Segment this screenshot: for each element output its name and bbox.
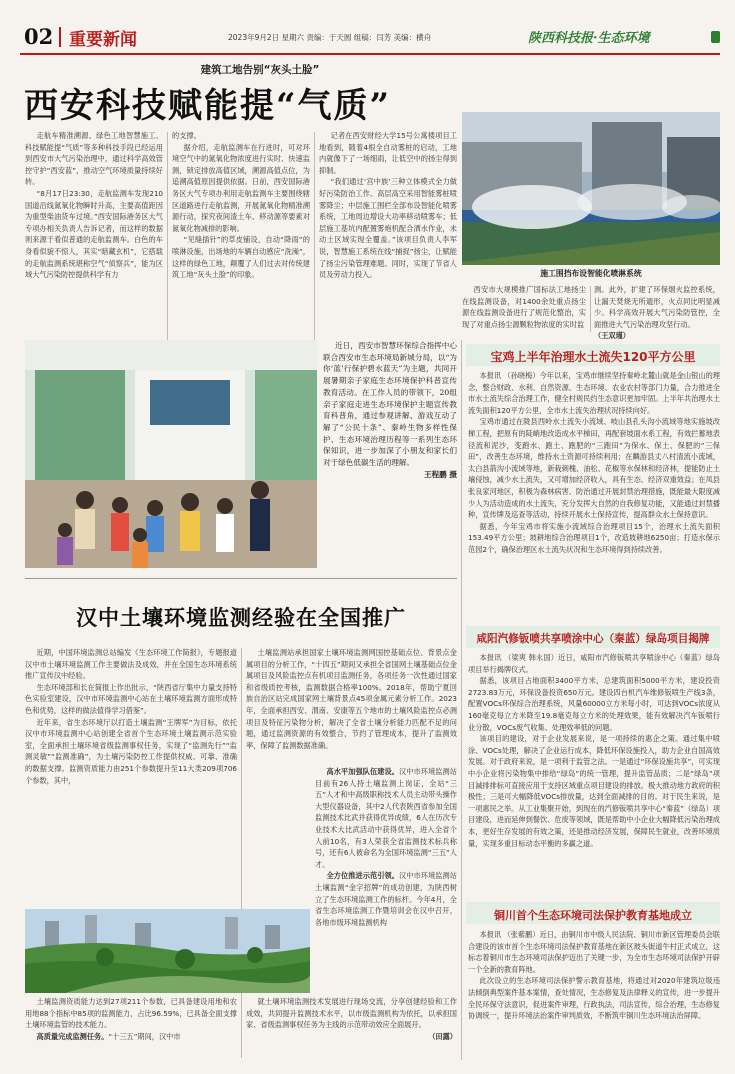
header-rule xyxy=(20,53,720,55)
paragraph: 的支撑。 xyxy=(172,131,201,140)
exhibition-photo xyxy=(25,340,317,568)
paragraph: 走航车精准溯源、绿色工地智慧施工、科技赋能提“气质”等多种科技手段已经运用到西安市大气污染治理中，通过科学高效管控守护“西安蓝”，推动空气环境质量持续好转。 xyxy=(25,131,163,187)
paragraph: 近年来，省生态环境厅以打造土壤监测“王牌军”为目标，依托汉中市环境监测中心站创建全省首个生态环境土壤监测示范实验室，全面承担土壤环境省级监测事权任务，实现了“监测先行”“监测灵敏”“监测准确”，为土壤污染防控工作提供权威、可靠、准确的数据支撑。监测资质能力由251个参数提升至11大类209项706个参数，其中， xyxy=(25,717,237,785)
park-photo xyxy=(25,909,310,993)
article4-headline: 咸阳汽修钣喷共享喷涂中心（秦蓝）绿岛项目揭牌 xyxy=(476,633,710,645)
article1-kicker: 建筑工地告别“灰头土脸” xyxy=(200,64,320,76)
sub-heading: 全方位推进示范引领。 xyxy=(326,871,400,881)
paragraph: 此次设立的生态环境司法保护警示教育基地，将通过对2020年建筑垃圾违法倾倒典型案件基本案情，查处情况，生态修复及法律释义的宣传，进一步提升全民环保守法意识，促进案件审理，行政执法，司法宣传，综合治理，生态修复协调统一，提升环境法治案件审判质效，不断筑牢铜川生态环境法治屏障。 xyxy=(468,976,720,1021)
byline: （王双瑾） xyxy=(594,331,630,341)
paragraph: 宝鸡市通过在陇县西岭水土流失小流域、岐山县孔头沟小流域等地实施坡改梯工程，把原有的陡峭地改造成水平梯田，再配套坡面水系工程，有效拦蓄地表径流和泥沙，变跑水、跑土、跑肥的“三跑田”为保水、保土、保肥的“三保田”，改善生态环境，维持水土资源可持续利用；在麟游县丈八村清流小流域，太白县箭沟小流域等地，新栽刺槐、油松、花椒等水保林和经济林，提能防止土壤侵蚀，减少水土流失，又可增加经济收入，具有生态、经济双重效益；在凤县张良家河地区，积极为森林病害、防治通过开展封禁治理措施，既能最大限度减少人为活动造成的水土流失，充分发挥大自然的自我修复功能，又能通过封禁播种，宣传牌及巡查等活动，持续开展水土保持宣传，提高群众水土保持意识。 xyxy=(468,417,720,520)
article1-headline: 西安科技赋能提“气质” xyxy=(24,86,392,126)
paragraph: 记者在西安财经大学15号公寓楼项目工地看到，随着4根全自动雾桩的启动，工地内就像下了一场细雨，让低空中的扬尘得到抑制。 xyxy=(319,131,457,175)
paragraph: 生态环境部和长在简报上作出批示，“陕西省厅集中力量支持特色实验室建设，汉中市环境监测中心站在土壤环境监测方面形成特色和优势，这样的做法值得学习借鉴”。 xyxy=(25,682,237,715)
paragraph: 就土壤环境监测技术发展进行现场交流，分享创建经验和工作成效，共同提升监测技术水平，以市级监测机构为依托，以承担国家、省级监测事权任务为主线的示范带动效应全面展开。 xyxy=(246,997,457,1030)
section-rule xyxy=(25,578,457,579)
paragraph xyxy=(25,1031,237,1043)
section-title: 重要新闻 xyxy=(69,30,137,50)
column-rule xyxy=(590,286,591,332)
article5-body xyxy=(468,929,720,1059)
paragraph: 据介绍，走航监测车在行进时，可对环境空气中的氮氧化物浓度进行实时、快速监测，锁定排放高值区域，溯源高值点位，为追溯高值原因提供依据。日前，西安国际港务区大气专项办利用走航监测车主要围绕辖区道路进行走航监测，开展氮氧化物精准溯源行动，探究夜间渣土车、移动源等要素对氮氧化物减排的影响。 xyxy=(172,142,310,233)
paragraph xyxy=(315,766,457,870)
paragraph: 该项目的建设，对于企业发展来说，是一项持续的惠企之策。通过集中喷涂、VOCs处理，解决了企业运行成本，降低环保设施投入，助力企业自国高效发展。对于政府来说，是一项利于监管之法。一是通过“环保设施共享”，可实现中小企业将污染物集中排给“绿岛”的统一管理，提升监管品质；二是“绿岛”项目減排排标可直接应用于支持区域重点项目建设的排放。极大推动地方政府的积极性；三是可大幅降低VOCs排放量，达到全面减排的目的。对于民生来说，是一项惠民之举。从工业集聚开始，到现在的汽修钣喷共享中心“秦蓝”（绿岛）项目建设，进而延伸到餐饮、危废等领域，既是帮助中小企业大幅降低污染治理成本，更好生存发展的有效之策，还是推动经济发展，保障民生就业，改善环境质量，实现多重目标动态平衡的多赢之道。 xyxy=(468,734,720,848)
paragraph: 土壤监测资质能力达到27项211个参数，已具备建设用地和农用地88个指标中85项的监测能力，占比96.59%，已具备全面支撑土壤环境监管的技术能力。 xyxy=(25,997,237,1030)
article4-body xyxy=(468,652,720,898)
article2-column-2b xyxy=(315,766,457,927)
paragraph: “见缝插针”的草皮铺设，自动“降雨”的喷淋设施，出场地的车辆自动感应“洗澡”，这样的绿色工地，颠覆了人们过去对传统建筑工地“灰头土脸”的印象。 xyxy=(172,235,310,280)
paragraph: “我们通过‘宫中族’三种立体模式全力做好污染防治工作。高层高空采用智能雾桩喷雾降尘；中层施工围栏全部布设智能化喷雾系统，工地周边增设大功率移动喷雾车；低层施工基坑内配置雾炮机配合洒水作业，未动土区域实现全覆盖。”该项目负责人李军说，智慧施工系统在线“捕捉”扬尘，让赋能了扬尘污染管理难题。同时，实现了节省人员及劳动力投入。 xyxy=(319,177,457,280)
page-number: 02 xyxy=(24,24,54,49)
photo-story-byline: 王程鹏 摄 xyxy=(423,469,457,479)
photo-story-text-block xyxy=(323,340,457,566)
column-rule xyxy=(241,648,242,1058)
article1-column-4 xyxy=(462,284,586,334)
construction-site-photo xyxy=(462,112,720,265)
paragraph: 据悉，今年宝鸡市将实施小流域综合治理项目15个，治理水土流失面积153.49平方公里；坡耕地综合治理项目1个，改造坡耕地6250亩；打造水保示范园2个，确保治理区水土流失状况和生态环境得到持续改善。 xyxy=(468,521,720,554)
article2-column-1-bottom xyxy=(25,996,237,1060)
paragraph: 本报讯 （张紫鹏）近日，由铜川市中级人民法院、铜川市新区管理委员会联合建设的该市首个生态环境司法保护教育基地在新区玻头街道牛村正式成立，这标志着铜川市生态环境司法保护迈出了关键一步，为全市生态环境司法保护开辟一个全新的教育阵地。 xyxy=(468,930,720,974)
paragraph xyxy=(315,870,457,928)
column-rule xyxy=(461,340,462,1060)
paragraph: 据悉，该项目占地面积3400平方米，总建筑面积5000平方米，建设投资2723.83万元，环保设备投资650万元。建设四台机汽车维修钣喷生产线3条，配置VOCs环保综合治理系统，风量60000立方米每小时，可达到VOCs浓度从160毫克每立方米降至19.8毫克每立方米的处理效果，能有效解决汽车钣喷行业分散，VOCs废气收集、处理效率低的问题。 xyxy=(468,676,720,732)
article3-headline: 宝鸡上半年治理水土流失120平方公里 xyxy=(490,350,696,364)
issue-info: 2023年9月2日 星期六 责编：于天圆 组稿：闫芳 美编：横舟 xyxy=(228,33,432,42)
paragraph: 近期，中国环境监测总站编发《生态环境工作简报》，专题报道汉中市土壤环境监测工作主要做法及成效，并在全国生态环境系统推广宣传汉中经验。 xyxy=(25,648,237,681)
article1-column-5 xyxy=(594,284,720,341)
brand-emblem xyxy=(711,31,720,43)
newspaper-brand: 陕西科技报·生态环境 xyxy=(528,31,650,46)
paragraph: 土壤监测站承担国家土壤环境监测网国控基础点位、背景点金属项目的分析工作，“十四五”期间又承担全省国网土壤基础点位金属项目及风险监控点有机项目监测任务，各项任务一次性通过国家和省级质控考核，监测数据合格率100%。2018年，帮助宁夏回族自治区站完成国家网土壤背景点45项金属元素分析工作。2023年，全面承担西安、渭南、安康等五个地市的土壤风险监控点必测项目及特征污染物分析，解决了全省土壤分析能力匹配不足的问题，通过监测资源的有效整合，节约了管理成本，提升了监测效率，保障了监测数据准确。 xyxy=(246,648,457,750)
paragraph-text: 汉中市环境监测站土壤监测“金字招牌”的成功创建，为陕西树立了生态环境监测工作的标杆。今年4月，全省生态环境监测工作暨培训会在汉中召开，各地市级环境监测机构 xyxy=(315,871,457,927)
science-exhibition-illustration xyxy=(25,340,317,568)
article5-headline: 铜川首个生态环境司法保护教育基地成立 xyxy=(494,909,692,922)
sub-heading: 高质量完成监测任务。 xyxy=(36,1031,109,1041)
paragraph: 西安市大规模推广国标法工地扬尘在线监测设备，对1400余处重点扬尘源在线监测设备进行了规范化整治，实现了对重点扬尘源颗粒物浓度的实时监 xyxy=(462,285,586,329)
section-divider xyxy=(59,27,61,47)
photo-caption: 施工围挡布设智能化喷淋系统 xyxy=(540,269,642,278)
city-park-illustration xyxy=(25,909,310,993)
article2-column-2 xyxy=(246,647,457,765)
paragraph: 测。此外，扩建了环保烟火监控系统，让漏天焚烧无所遁形，火点同比明显减少。科学高效开展大气污染防管控，全面推进大气污染治理攻坚行动。 xyxy=(594,285,720,329)
construction-site-illustration xyxy=(462,112,720,265)
paragraph: “8月17日23:30，走航监测车发现210国道沿线氮氧化物瞬时升高，主要高值距因为重型柴油货车过境。”西安国际港务区大气专项办相关负责人告诉记者，而这样的数据则来源于看似普通的走航监测车。白色的车身看似貌不惊人，其实“暗藏玄机”，它搭载的走航监测系统堪称空气“侦察兵”，能为区域大气污染防控提供科学有力 xyxy=(25,188,163,280)
photo-story-text: 近日，西安市智慧环保综合指挥中心联合西安市生态环境局新城分局，以“为你‘蓝’行保护碧水蓝天”为主题，共同开展暑期亲子家庭生态环境保护科普宣传教育活动。在工作人员的带领下，20组亲子家庭走进生态环境保护主题宣传教育科普角，通过参观讲解、游戏互动了解了“公民十条”、秦岭生物多样性保护、生态环境治理历程等一系列生态环保知识，进一步加深了小朋友和家长们对于绿色低碳生活的理解。 xyxy=(323,341,457,468)
paragraph: 本报讯 （孙晓梅）今年以来，宝鸡市继续坚持秦岭北麓山就是金山银山的理念，整合财政、水利、自然资源、生态环境、农业农村等部门力量，合力推进全市水土流失综合治理工作，健全村规民约生态意识更加牢固。上半年共治理水土流失面积120平方公里，全市水土流失治理状况持续向好。 xyxy=(468,371,720,415)
paragraph-text: 汉中市环境监测站目前有26人持土壤监测上岗证，全站“三五”人才和中高级职称技术人员主动带头操作大型仪器设备，其中2人代表陕西省参加全国监测技术比武并获得优异成绩，6人在历次专业技术大比武活动中获得优异，进入全省个人前10名，有3人荣获全省监测技术标兵称号，还有6人被命名为全国环境监测“三五”人才。 xyxy=(315,767,457,869)
article2-column-1 xyxy=(25,647,237,909)
article2-headline: 汉中土壤环境监测经验在全国推广 xyxy=(76,605,406,630)
paragraph-text: “十三五”期间，汉中市 xyxy=(108,1031,181,1041)
byline: （田露） xyxy=(428,1031,457,1041)
article2-column-2-bottom xyxy=(246,996,457,1060)
paragraph: 本报讯 （梁爽 韩永国）近日，咸阳市汽修钣喷共享喷涂中心（秦蓝）绿岛项目举行揭牌仪式。 xyxy=(468,653,720,674)
sub-heading: 高水平加强队伍建设。 xyxy=(326,767,400,776)
article3-body xyxy=(468,370,720,622)
